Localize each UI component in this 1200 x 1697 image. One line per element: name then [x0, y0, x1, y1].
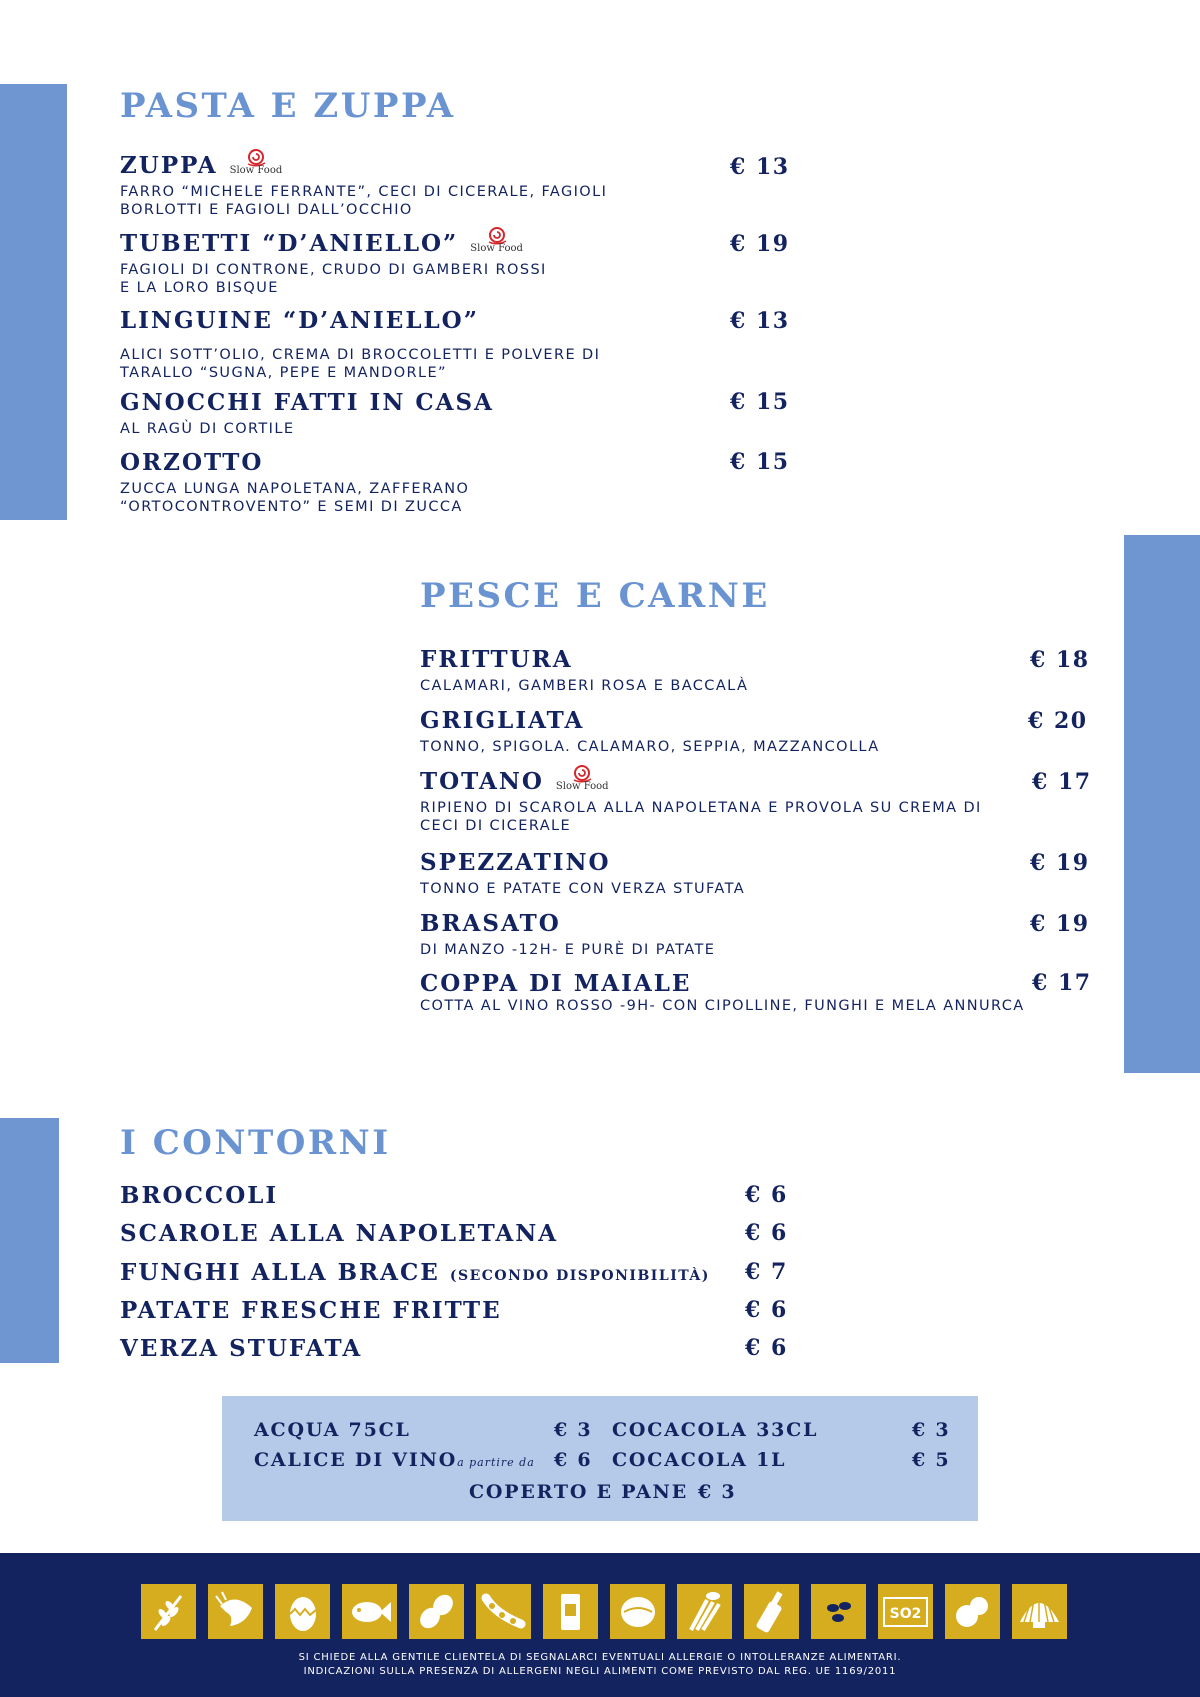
- dish-description: AL RAGÙ DI CORTILE: [120, 421, 295, 437]
- slow-food-logo: Slow Food: [230, 149, 283, 176]
- lupin-icon: [945, 1584, 1000, 1639]
- menu-item-totano: [420, 768, 1070, 835]
- drink-price: € 6: [554, 1449, 593, 1471]
- price: € 19: [1030, 911, 1090, 937]
- menu-item-orzotto: [120, 449, 720, 516]
- price: € 13: [730, 308, 790, 334]
- price: € 7: [745, 1259, 788, 1285]
- dish-name: BRASATO: [420, 910, 561, 937]
- price: € 17: [1032, 769, 1092, 795]
- menu-item-grigliata: [420, 707, 1070, 756]
- drink-price: € 3: [912, 1419, 951, 1441]
- drink-price: € 3: [554, 1419, 593, 1441]
- side-dish-scarole: SCAROLE ALLA NAPOLETANA: [120, 1220, 559, 1247]
- dish-name: ORZOTTO: [120, 449, 264, 476]
- dish-name: GNOCCHI FATTI IN CASA: [120, 389, 494, 416]
- menu-item-spezzatino: [420, 849, 1070, 898]
- sesame-icon: [811, 1584, 866, 1639]
- eggs-icon: [275, 1584, 330, 1639]
- milk-icon: [543, 1584, 598, 1639]
- coperto-e-pane: COPERTO E PANE: [469, 1481, 688, 1503]
- dish-description: DI MANZO -12H- E PURÈ DI PATATE: [420, 942, 716, 958]
- menu-item-zuppa: [120, 152, 720, 219]
- svg-text:SO2: SO2: [889, 1606, 922, 1622]
- dish-description: FARRO “MICHELE FERRANTE”, CECI DI CICERALE, FAGIOLI BORLOTTI E FAGIOLI DALL’OCCHIO: [120, 184, 608, 218]
- dish-name: GRIGLIATA: [420, 707, 585, 734]
- decorative-bar-left-bottom: [0, 1118, 59, 1363]
- price: € 13: [730, 154, 790, 180]
- soy-icon: [476, 1584, 531, 1639]
- slow-food-logo: Slow Food: [556, 765, 609, 792]
- menu-item-linguine: [120, 307, 720, 382]
- price: € 15: [730, 449, 790, 475]
- drink-price: € 3: [698, 1481, 737, 1503]
- dish-description: ZUCCA LUNGA NAPOLETANA, ZAFFERANO “ORTOCONTROVENTO” E SEMI DI ZUCCA: [120, 481, 470, 515]
- slow-food-logo: Slow Food: [470, 227, 523, 254]
- dish-description: TONNO, SPIGOLA. CALAMARO, SEPPIA, MAZZANCOLLA: [420, 739, 880, 755]
- dish-name: LINGUINE “D’ANIELLO”: [120, 307, 479, 334]
- menu-item-coppa-di-maiale: [420, 970, 1120, 1015]
- price: € 6: [745, 1182, 788, 1208]
- dish-name: SPEZZATINO: [420, 849, 611, 876]
- decorative-bar-left-top: [0, 84, 67, 520]
- price: € 18: [1030, 647, 1090, 673]
- drink-cocacola-1l: COCACOLA 1L: [612, 1449, 787, 1471]
- drink-calice-di-vino: CALICE DI VINOa partire da: [254, 1449, 535, 1471]
- side-dish-broccoli: BROCCOLI: [120, 1182, 279, 1209]
- side-dish-patate: PATATE FRESCHE FRITTE: [120, 1297, 502, 1324]
- menu-item-tubetti: [120, 230, 720, 297]
- price: € 19: [1030, 850, 1090, 876]
- availability-note: (SECONDO DISPONIBILITÀ): [449, 1268, 710, 1284]
- section-title-pasta: PASTA E ZUPPA: [120, 86, 456, 126]
- section-title-pesce: PESCE E CARNE: [420, 576, 770, 616]
- section-title-contorni: I CONTORNI: [120, 1123, 391, 1163]
- fish-icon: [342, 1584, 397, 1639]
- allergy-notice: SI CHIEDE ALLA GENTILE CLIENTELA DI SEGNALARCI EVENTUALI ALLERGIE O INTOLLERANZE ALIMENTARI.: [298, 1652, 902, 1663]
- price: € 6: [745, 1335, 788, 1361]
- dish-name: FRITTURA: [420, 646, 573, 673]
- drink-price: € 5: [912, 1449, 951, 1471]
- molluscs-icon: [1012, 1584, 1067, 1639]
- menu-item-frittura: [420, 646, 1070, 695]
- dish-description: ALICI SOTT’OLIO, CREMA DI BROCCOLETTI E POLVERE DI TARALLO “SUGNA, PEPE E MANDORLE”: [120, 347, 601, 381]
- mustard-icon: [744, 1584, 799, 1639]
- regulation-notice: INDICAZIONI SULLA PRESENZA DI ALLERGENI NEGLI ALIMENTI COME PREVISTO DAL REG. UE 1169/2011: [303, 1666, 897, 1677]
- price-note: a partire da: [457, 1456, 535, 1469]
- gluten-icon: [141, 1584, 196, 1639]
- dish-description: FAGIOLI DI CONTRONE, CRUDO DI GAMBERI ROSSI E LA LORO BISQUE: [120, 262, 547, 296]
- price: € 20: [1028, 708, 1088, 734]
- drink-cocacola-33cl: COCACOLA 33CL: [612, 1419, 819, 1441]
- price: € 6: [745, 1297, 788, 1323]
- drink-acqua: ACQUA 75CL: [254, 1419, 411, 1441]
- crustaceans-icon: [208, 1584, 263, 1639]
- menu-item-gnocchi: [120, 389, 720, 438]
- dish-description: COTTA AL VINO ROSSO -9H- CON CIPOLLINE, FUNGHI E MELA ANNURCA: [420, 998, 1025, 1014]
- dish-name: COPPA DI MAIALE: [420, 970, 692, 997]
- menu-item-brasato: [420, 910, 1070, 959]
- dish-description: RIPIENO DI SCAROLA ALLA NAPOLETANA E PROVOLA SU CREMA DI CECI DI CICERALE: [420, 800, 982, 834]
- decorative-bar-right: [1124, 535, 1200, 1073]
- dish-name: ZUPPA: [120, 152, 218, 179]
- dish-name: TUBETTI “D’ANIELLO”: [120, 230, 459, 257]
- sulphites-icon: [878, 1584, 933, 1639]
- side-dish-verza: VERZA STUFATA: [120, 1335, 363, 1362]
- celery-icon: [677, 1584, 732, 1639]
- nuts-icon: [610, 1584, 665, 1639]
- price: € 19: [730, 231, 790, 257]
- drinks-box: [222, 1396, 978, 1521]
- price: € 6: [745, 1220, 788, 1246]
- dish-description: CALAMARI, GAMBERI ROSA E BACCALÀ: [420, 678, 749, 694]
- price: € 17: [1032, 970, 1092, 996]
- dish-name: TOTANO: [420, 768, 544, 795]
- dish-description: TONNO E PATATE CON VERZA STUFATA: [420, 881, 746, 897]
- side-dish-funghi: FUNGHI ALLA BRACE (SECONDO DISPONIBILITÀ): [120, 1259, 710, 1286]
- price: € 15: [730, 389, 790, 415]
- peanuts-icon: [409, 1584, 464, 1639]
